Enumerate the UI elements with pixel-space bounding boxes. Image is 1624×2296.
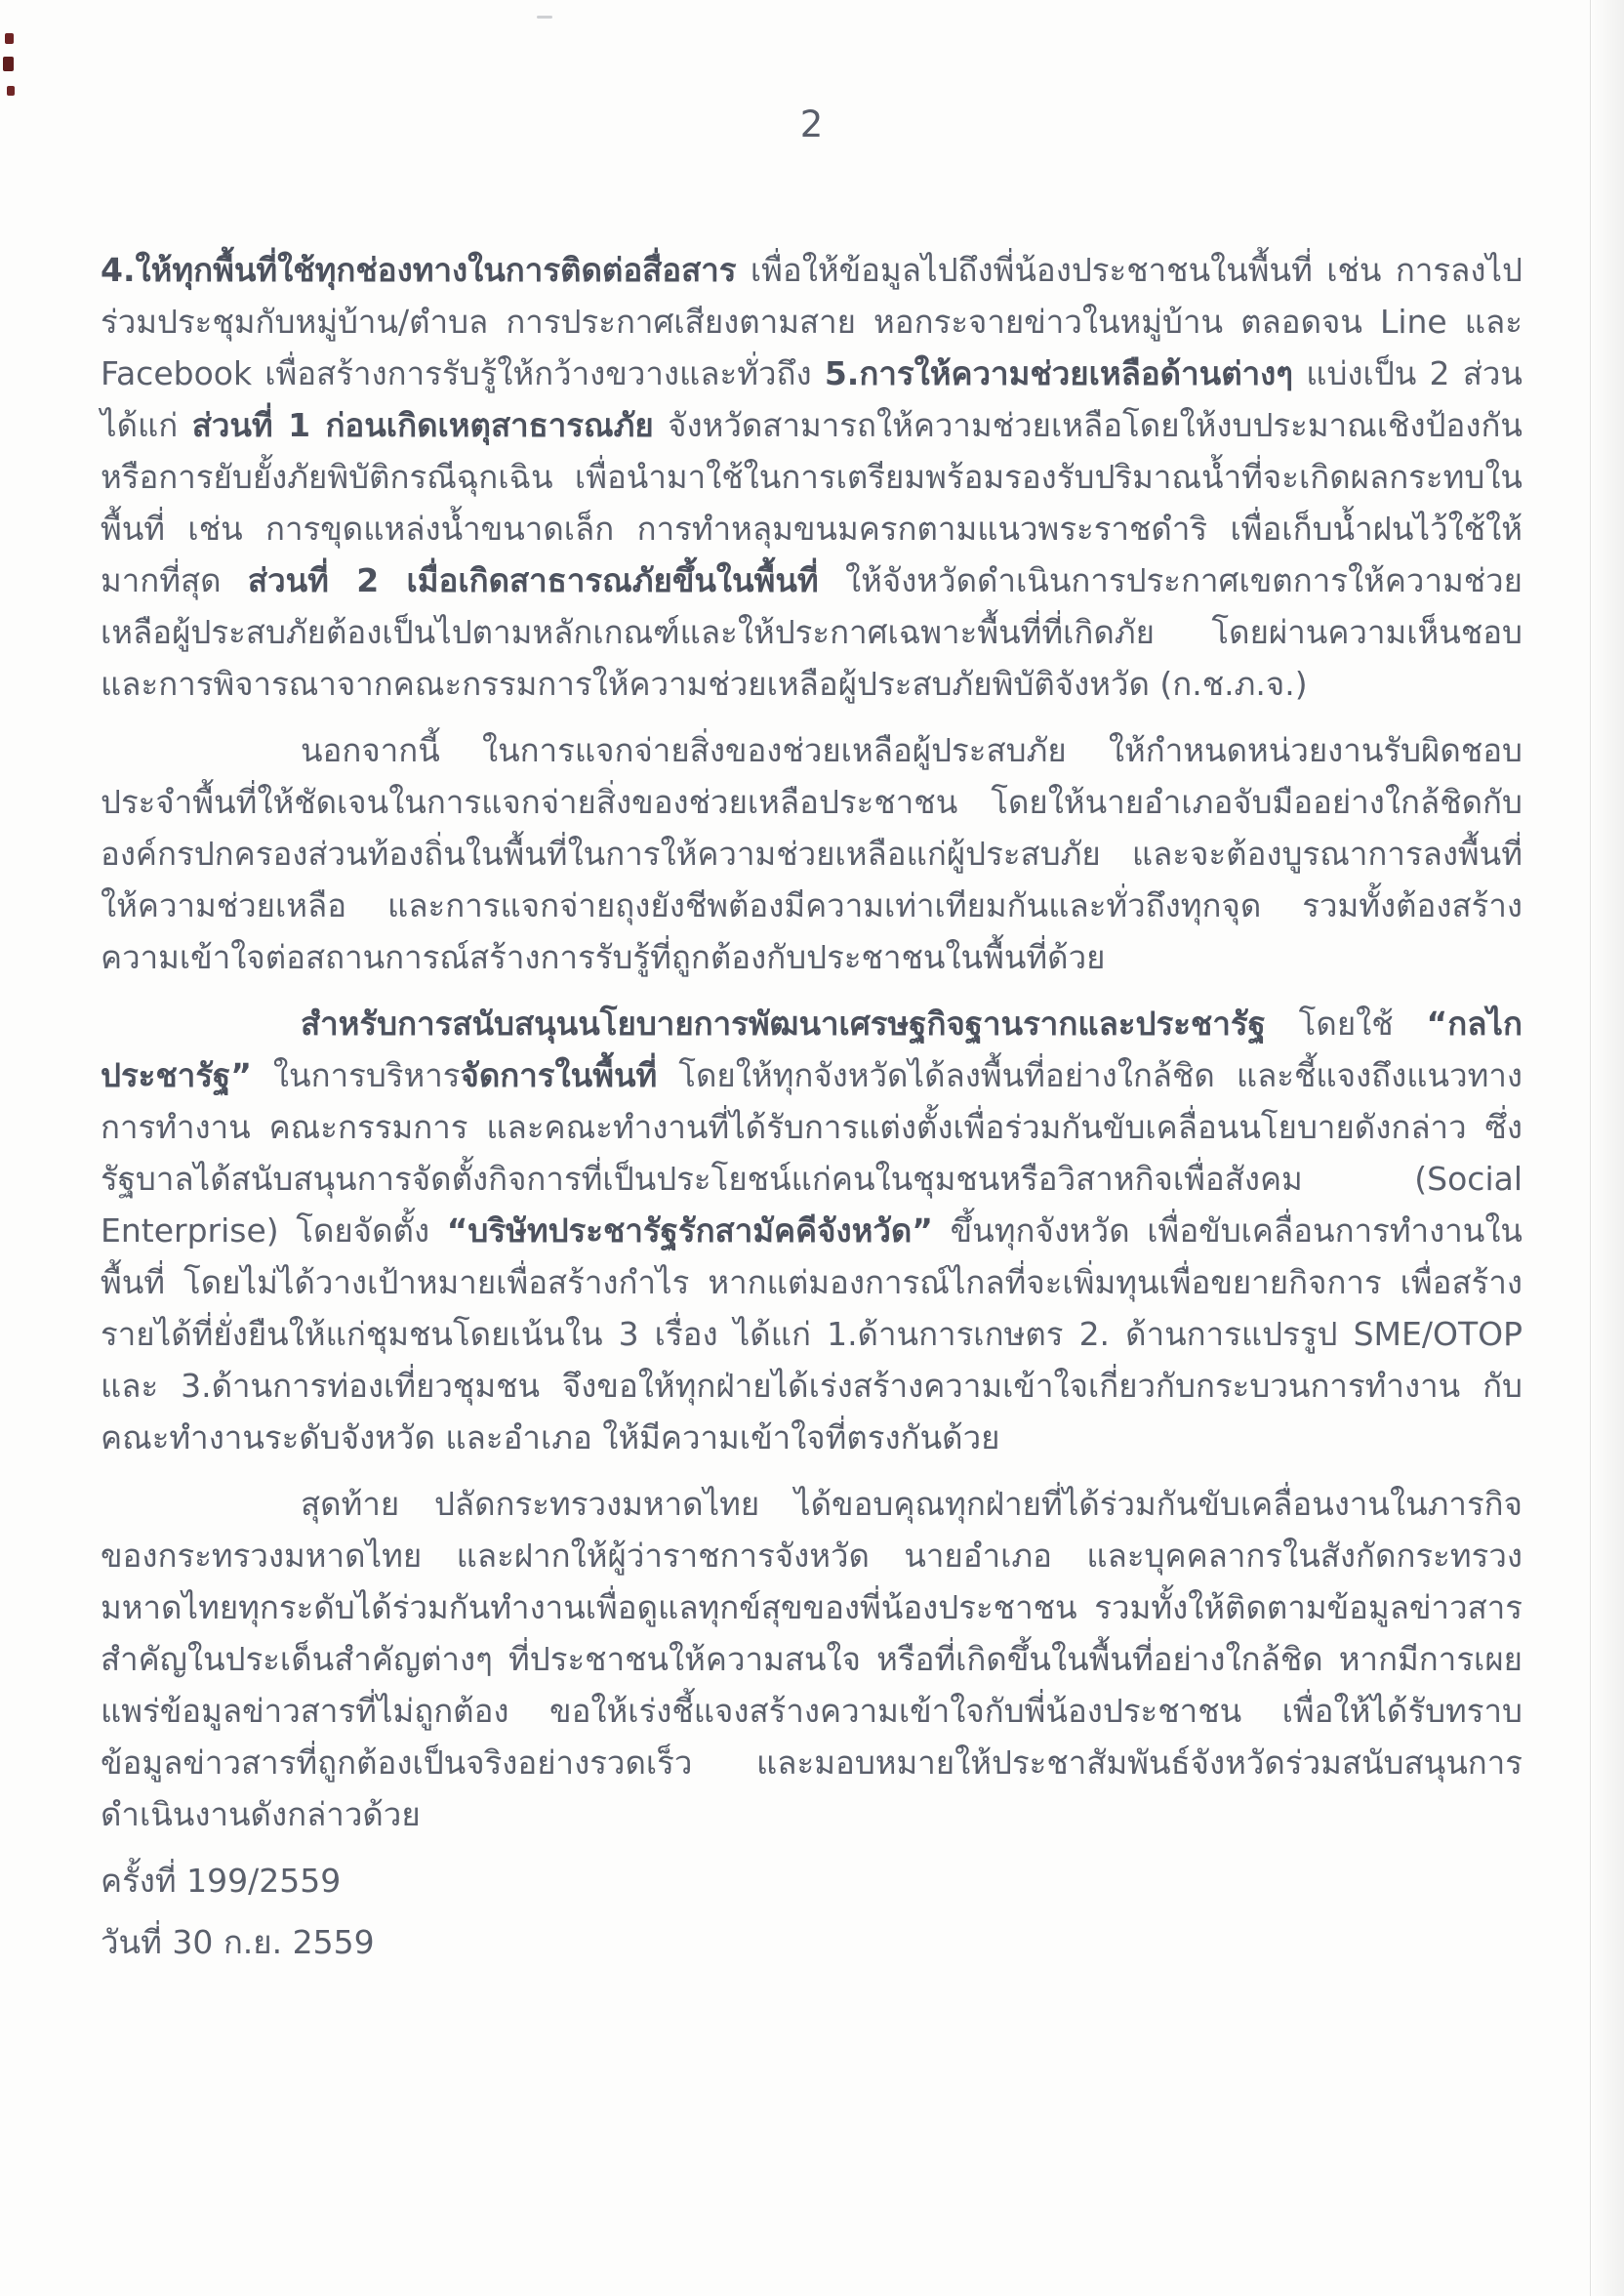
text-run: แบ่งเป็น 2 ส่วน ได้แก่ xyxy=(101,354,1522,444)
paragraph-closing-remarks xyxy=(101,1478,1522,1840)
text-run-bold: ส่วนที่ 1 ก่อนเกิดเหตุสาธารณภัย xyxy=(191,406,654,444)
text-run-bold: จัดการในพื้นที่ xyxy=(460,1056,658,1094)
meeting-number-line: ครั้งที่ 199/2559 xyxy=(101,1862,342,1900)
text-run: สุดท้าย ปลัดกระทรวงมหาดไทย ได้ขอบคุณทุกฝ่ายที่ได้ร่วมกันขับเคลื่อนงานในภารกิจของกระทรวงมหาดไทย และฝากให้ผู้ว่าราชการจังหวัด นายอำเภอ และบุคคลากรในสังกัดกระทรวงมหาดไทยทุกระดับได้ร่วมกันทำงานเพื่อดูแลทุกข์สุขของพี่น้องประชาชน รวมทั้งให้ติดตามข้อมูลข่าวสารสำคัญในประเด็นสำคัญต่างๆ ที่ประชาชนให้ความสนใจ หรือที่เกิดขึ้นในพื้นที่อย่างใกล้ชิด หากมีการเผยแพร่ข้อมูลข่าวสารที่ไม่ถูกต้อง ขอให้เร่งชี้แจงสร้างความเข้าใจกับพี่น้องประชาชน เพื่อให้ได้รับทราบข้อมูลข่าวสารที่ถูกต้องเป็นจริงอย่างรวดเร็ว และมอบหมายให้ประชาสัมพันธ์จังหวัดร่วมสนับสนุนการดำเนินงานดังกล่าวด้วย xyxy=(101,1485,1522,1833)
scan-artifact-speck xyxy=(3,57,14,71)
text-run: เพื่อให้ข้อมูลไปถึงพี่น้องประชาชนในพื้นที่ เช่น การลงไปร่วมประชุมกับหมู่บ้าน/ตำบล การประกาศเสียงตามสาย หอกระจายข่าวในหมู่บ้าน ตลอดจน Line และ Facebook เพื่อสร้างการรับรู้ให้กว้างขวางและทั่วถึง xyxy=(101,251,1522,392)
page-number: 2 xyxy=(799,103,824,145)
text-run-bold: 5.การให้ความช่วยเหลือด้านต่างๆ xyxy=(824,354,1293,392)
text-run-bold: “กลไกประชารัฐ” xyxy=(101,1004,1522,1094)
text-run-bold: ส่วนที่ 2 เมื่อเกิดสาธารณภัยขึ้นในพื้นที่ xyxy=(247,561,819,599)
text-run: โดยให้ทุกจังหวัดได้ลงพื้นที่อย่างใกล้ชิด และชี้แจงถึงแนวทางการทำงาน คณะกรรมการ และคณะทำงานที่ได้รับการแต่งตั้งเพื่อร่วมกันขับเคลื่อนนโยบายดังกล่าว ซึ่งรัฐบาลได้สนับสนุนการจัดตั้งกิจการที่เป็นประโยชน์แก่คนในชุมชนหรือวิสาหกิจเพื่อสังคม (Social Enterprise) โดยจัดตั้ง xyxy=(101,1056,1522,1250)
text-run-bold: 4.ให้ทุกพื้นที่ใช้ทุกช่องทางในการติดต่อสื่อสาร xyxy=(101,251,737,289)
scan-artifact-speck xyxy=(7,86,15,96)
text-run: โดยใช้ xyxy=(1265,1004,1427,1043)
document-footer xyxy=(101,1855,1522,1968)
scan-artifact-dash xyxy=(537,16,552,19)
text-run-bold: สำหรับการสนับสนุนนโยบายการพัฒนาเศรษฐกิจฐานรากและประชารัฐ xyxy=(301,1004,1266,1043)
scan-edge-shadow xyxy=(1590,0,1624,2296)
text-run: ในการบริหาร xyxy=(251,1056,461,1094)
document-body xyxy=(101,244,1522,1978)
paragraph-relief-distribution xyxy=(101,724,1522,983)
text-run: ให้จังหวัดดำเนินการประกาศเขตการให้ความช่วยเหลือผู้ประสบภัยต้องเป็นไปตามหลักเกณฑ์และให้ประกาศเฉพาะพื้นที่ที่เกิดภัย โดยผ่านความเห็นชอบและการพิจารณาจากคณะกรรมการให้ความช่วยเหลือผู้ประสบภัยพิบัติจังหวัด (ก.ช.ภ.จ.) xyxy=(101,561,1522,703)
text-run: จังหวัดสามารถให้ความช่วยเหลือโดยให้งบประมาณเชิงป้องกันหรือการยับยั้งภัยพิบัติกรณีฉุกเฉิน เพื่อนำมาใช้ในการเตรียมพร้อมรองรับปริมาณน้ำที่จะเกิดผลกระทบในพื้นที่ เช่น การขุดแหล่งน้ำขนาดเล็ก การทำหลุมขนมครกตามแนวพระราชดำริ เพื่อเก็บน้ำฝนไว้ใช้ให้มากที่สุด xyxy=(101,406,1522,599)
text-run: นอกจากนี้ ในการแจกจ่ายสิ่งของช่วยเหลือผู้ประสบภัย ให้กำหนดหน่วยงานรับผิดชอบประจำพื้นที่ให้ชัดเจนในการแจกจ่ายสิ่งของช่วยเหลือประชาชน โดยให้นายอำเภอจับมืออย่างใกล้ชิดกับองค์กรปกครองส่วนท้องถิ่นในพื้นที่ในการให้ความช่วยเหลือแก่ผู้ประสบภัย และจะต้องบูรณาการลงพื้นที่ให้ความช่วยเหลือ และการแจกจ่ายถุงยังชีพต้องมีความเท่าเทียมกันและทั่วถึงทุกจุด รวมทั้งต้องสร้างความเข้าใจต่อสถานการณ์สร้างการรับรู้ที่ถูกต้องกับประชาชนในพื้นที่ด้วย xyxy=(101,731,1522,976)
paragraph-item-4-communication xyxy=(101,244,1522,710)
paragraph-pracharat-policy xyxy=(101,998,1522,1463)
text-run: ขึ้นทุกจังหวัด เพื่อขับเคลื่อนการทำงานในพื้นที่ โดยไม่ได้วางเป้าหมายเพื่อสร้างกำไร หากแต่มองการณ์ไกลที่จะเพิ่มทุนเพื่อขยายกิจการ เพื่อสร้างรายได้ที่ยั่งยืนให้แก่ชุมชนโดยเน้นใน 3 เรื่อง ได้แก่ 1.ด้านการเกษตร 2. ด้านการแปรรูป SME/OTOP และ 3.ด้านการท่องเที่ยวชุมชน จึงขอให้ทุกฝ่ายได้เร่งสร้างความเข้าใจเกี่ยวกับกระบวนการทำงาน กับ คณะทำงานระดับจังหวัด และอำเภอ ให้มีความเข้าใจที่ตรงกันด้วย xyxy=(101,1211,1522,1456)
scan-artifact-speck xyxy=(5,33,14,44)
meeting-date-line: วันที่ 30 ก.ย. 2559 xyxy=(101,1923,375,1961)
text-run-bold: “บริษัทประชารัฐรักสามัคคีจังหวัด” xyxy=(446,1211,933,1250)
